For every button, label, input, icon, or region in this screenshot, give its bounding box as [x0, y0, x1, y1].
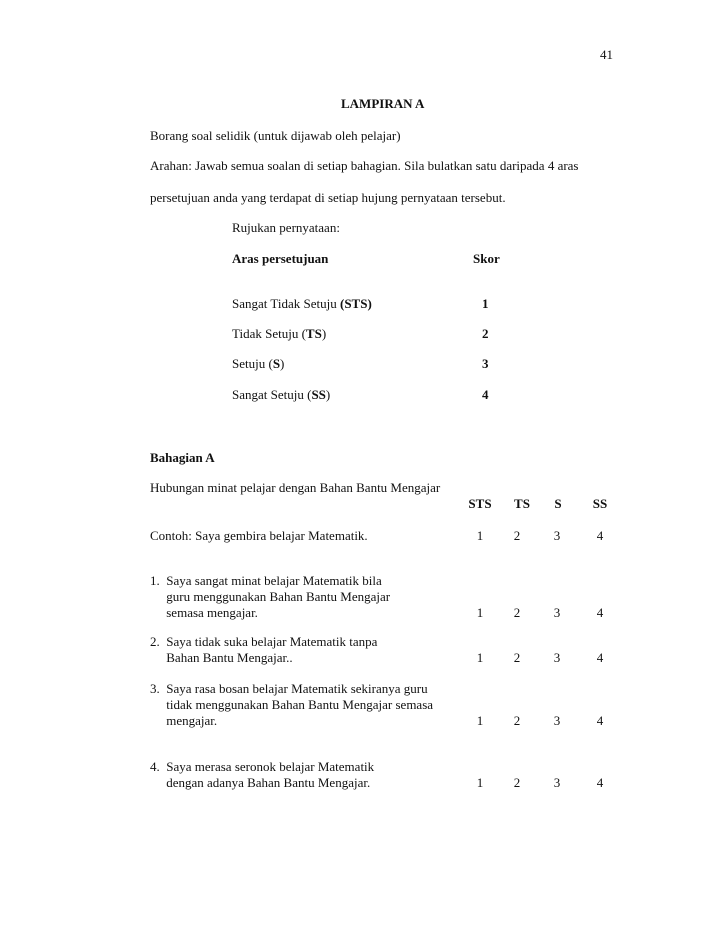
- reference-col-score: Skor: [473, 251, 500, 266]
- score-option[interactable]: 3: [553, 775, 561, 790]
- score-option[interactable]: 3: [553, 605, 561, 620]
- score-option[interactable]: 4: [596, 713, 604, 728]
- reference-row-close: ): [325, 387, 331, 402]
- page-title: LAMPIRAN A: [341, 96, 425, 111]
- example-statement: Contoh: Saya gembira belajar Matematik.: [150, 528, 368, 543]
- question-4-line: dengan adanya Bahan Bantu Mengajar.: [150, 775, 371, 790]
- section-subtitle: Hubungan minat pelajar dengan Bahan Bantu Mengajar: [150, 480, 441, 495]
- reference-row-abbr: TS: [305, 326, 322, 341]
- score-option[interactable]: 2: [513, 605, 521, 620]
- score-option[interactable]: 1: [476, 713, 484, 728]
- reference-row: [232, 296, 372, 312]
- reference-row-abbr: S: [272, 356, 281, 371]
- reference-row-label: Sangat Setuju (: [232, 387, 312, 402]
- instruction-line-1: Arahan: Jawab semua soalan di setiap bahagian. Sila bulatkan satu daripada 4 aras: [150, 158, 579, 173]
- question-3-line: 3. Saya rasa bosan belajar Matematik sekiranya guru: [150, 681, 428, 696]
- score-option[interactable]: 1: [476, 528, 484, 543]
- score-option[interactable]: 2: [513, 775, 521, 790]
- score-option[interactable]: 1: [476, 775, 484, 790]
- question-1-line: 1. Saya sangat minat belajar Matematik bila: [150, 573, 382, 588]
- score-option[interactable]: 1: [476, 605, 484, 620]
- page-number: 41: [600, 47, 613, 62]
- scale-header-s: S: [554, 496, 562, 511]
- reference-row-abbr: (STS): [340, 296, 372, 311]
- question-2-line: 2. Saya tidak suka belajar Matematik tanpa: [150, 634, 378, 649]
- question-4-line: 4. Saya merasa seronok belajar Matematik: [150, 759, 375, 774]
- score-option[interactable]: 3: [553, 650, 561, 665]
- score-option[interactable]: 3: [553, 528, 561, 543]
- reference-row-abbr: SS: [311, 387, 326, 402]
- reference-row-score: 4: [482, 387, 489, 402]
- reference-heading: Rujukan pernyataan:: [232, 220, 340, 235]
- question-2-line: Bahan Bantu Mengajar..: [150, 650, 293, 665]
- score-option[interactable]: 2: [513, 650, 521, 665]
- reference-row-close: ): [280, 356, 285, 371]
- score-option[interactable]: 4: [596, 528, 604, 543]
- question-3-line: mengajar.: [150, 713, 218, 728]
- question-1-line: semasa mengajar.: [150, 605, 258, 620]
- score-option[interactable]: 2: [513, 713, 521, 728]
- reference-row-score: 2: [482, 326, 489, 341]
- reference-row-label: Setuju (: [232, 356, 273, 371]
- scale-header-sts: STS: [468, 496, 492, 511]
- scale-header-ss: SS: [592, 496, 608, 511]
- reference-row-score: 3: [482, 356, 489, 371]
- reference-col-level: Aras persetujuan: [232, 251, 329, 266]
- score-option[interactable]: 4: [596, 775, 604, 790]
- score-option[interactable]: 3: [553, 713, 561, 728]
- score-option[interactable]: 1: [476, 650, 484, 665]
- question-1-line: guru menggunakan Bahan Bantu Mengajar: [150, 589, 391, 604]
- reference-row: [232, 356, 284, 372]
- scale-header-ts: TS: [514, 496, 530, 511]
- score-option[interactable]: 2: [513, 528, 521, 543]
- reference-row-close: ): [321, 326, 327, 341]
- reference-row: [232, 387, 330, 403]
- score-option[interactable]: 4: [596, 650, 604, 665]
- score-option[interactable]: 4: [596, 605, 604, 620]
- section-title: Bahagian A: [150, 450, 215, 465]
- question-3-line: tidak menggunakan Bahan Bantu Mengajar semasa: [150, 697, 434, 712]
- reference-row-label: Sangat Tidak Setuju: [232, 296, 340, 311]
- reference-row: [232, 326, 326, 342]
- reference-row-label: Tidak Setuju (: [232, 326, 306, 341]
- reference-row-score: 1: [482, 296, 489, 311]
- form-subtitle: Borang soal selidik (untuk dijawab oleh pelajar): [150, 128, 401, 143]
- instruction-line-2: persetujuan anda yang terdapat di setiap hujung pernyataan tersebut.: [150, 190, 506, 205]
